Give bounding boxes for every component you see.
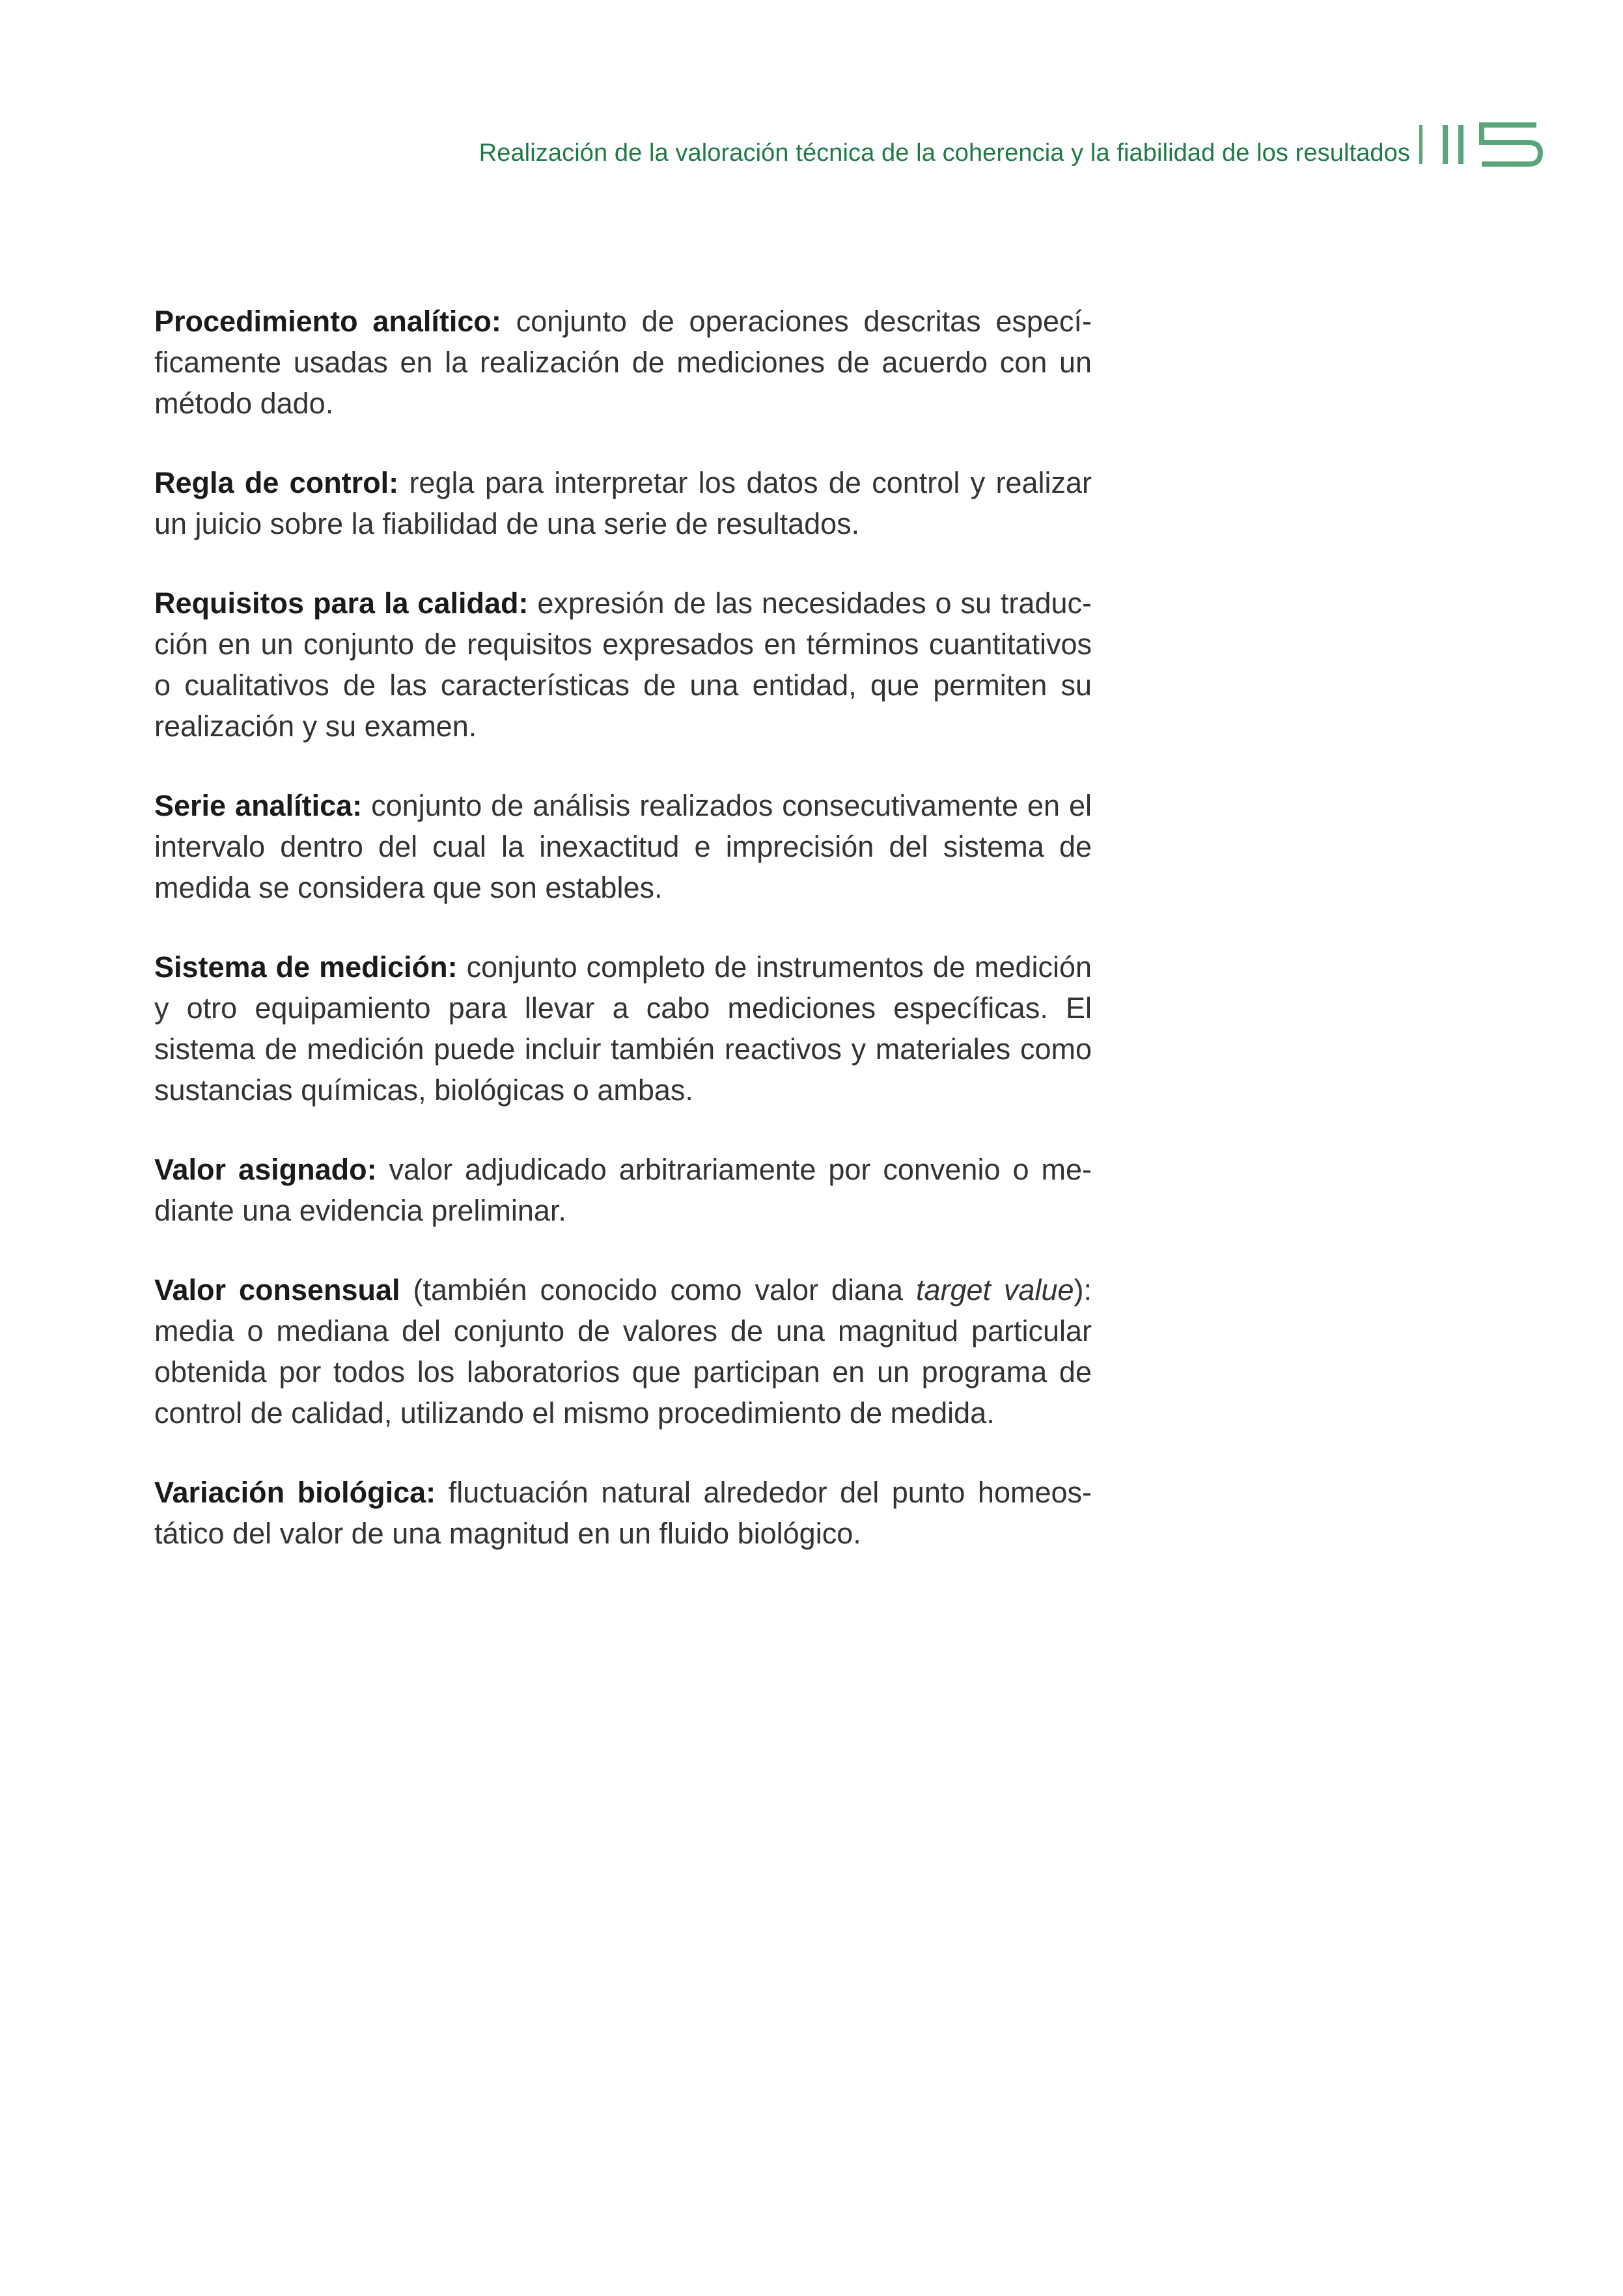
glossary-entry-requisitos-calidad: [154, 583, 1092, 747]
running-header: [0, 109, 1623, 174]
page-number-mark: [1419, 117, 1549, 172]
glossary-term: Variación biológica:: [154, 1476, 436, 1509]
glossary-definition: valor adjudicado arbitrariamente por convenio o mediante una evidencia preliminar.: [154, 1153, 1092, 1227]
glossary-definition: regla para interpretar los datos de control y realizar un juicio sobre la fiabilidad de una serie de resultados.: [154, 466, 1092, 540]
glossary-definition: conjunto completo de instrumentos de medición y otro equipamiento para llevar a cabo mediciones específicas. El sistema de medición puede incluir también reactivos y materiales como sustancias químicas, biológicas o ambas.: [154, 950, 1092, 1107]
glossary-definition-post: ): media o mediana del conjunto de valores de una magnitud particular obtenida por todos los laboratorios que participan en un programa de control de calidad, utilizando el mismo procedimiento de medida.: [154, 1273, 1092, 1430]
glossary-term: Serie analítica:: [154, 789, 363, 822]
glossary-definition: fluctuación natural alrededor del punto homeostático del valor de una magnitud en un fluido biológico.: [154, 1476, 1092, 1550]
glossary-entry-procedimiento-analitico: [154, 301, 1092, 424]
glossary-entry-valor-asignado: [154, 1149, 1092, 1231]
glossary-term: Requisitos para la calidad:: [154, 587, 529, 620]
glossary-term: Sistema de medición:: [154, 950, 458, 984]
glossary-term: Valor asignado:: [154, 1153, 377, 1186]
running-header-title: Realización de la valoración técnica de la coherencia y la fiabilidad de los resultados: [479, 139, 1410, 167]
glossary-definition-pre: (también conocido como valor diana: [400, 1273, 916, 1307]
glossary-entry-variacion-biologica: [154, 1472, 1092, 1554]
glossary-entry-serie-analitica: [154, 785, 1092, 908]
glossary-term: Regla de control:: [154, 466, 399, 499]
glossary-term: Procedimiento analítico:: [154, 305, 501, 338]
glossary-definition: conjunto de operaciones descritas específicamente usadas en la realización de mediciones de acuerdo con un método dado.: [154, 305, 1092, 420]
glossary-definition-italic: target value: [915, 1273, 1074, 1307]
glossary-entry-regla-de-control: [154, 462, 1092, 544]
glossary-content: [154, 301, 1092, 1592]
glossary-entry-sistema-de-medicion: [154, 947, 1092, 1111]
glossary-term: Valor consensual: [154, 1273, 400, 1307]
glossary-definition: conjunto de análisis realizados consecutivamente en el intervalo dentro del cual la inexactitud e imprecisión del sistema de medida se considera que son estables.: [154, 789, 1092, 904]
glossary-definition: expresión de las necesidades o su traducción en un conjunto de requisitos expresados en términos cuantitativos o cualitativos de las características de una entidad, que permiten su realización y su examen.: [154, 587, 1092, 743]
glossary-entry-valor-consensual: [154, 1269, 1092, 1433]
